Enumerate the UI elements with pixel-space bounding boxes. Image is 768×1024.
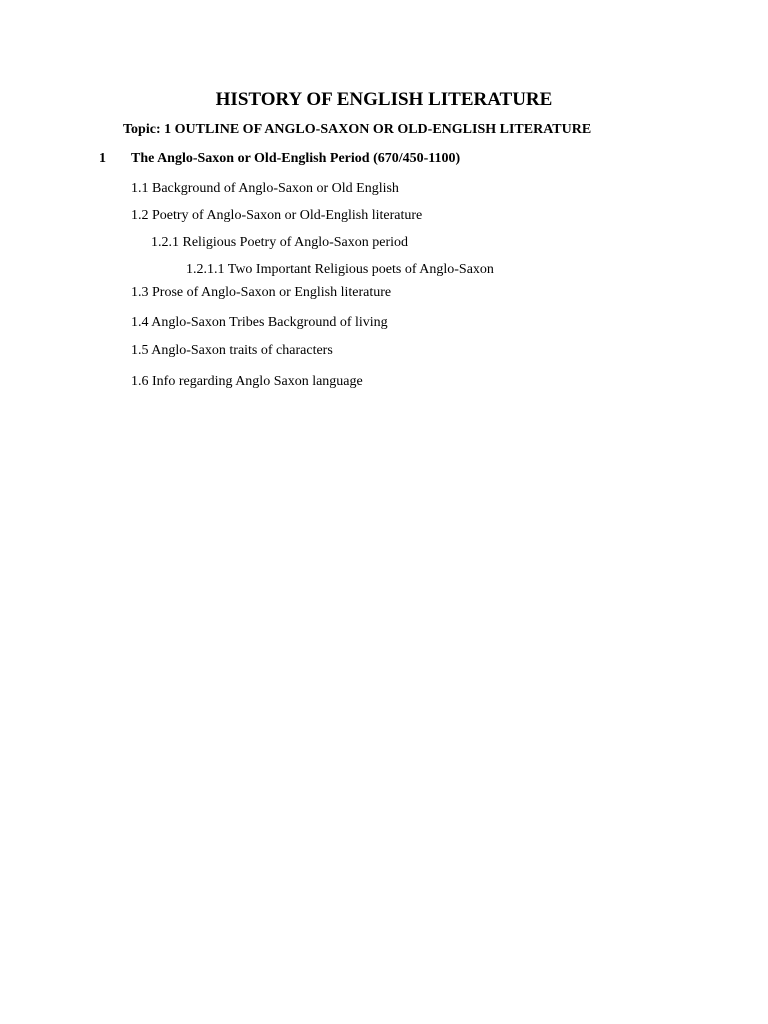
toc-item-1-2-1: 1.2.1 Religious Poetry of Anglo-Saxon period: [151, 235, 409, 250]
topic-heading: Topic: 1 OUTLINE OF ANGLO-SAXON OR OLD-ENGLISH LITERATURE: [123, 122, 592, 137]
toc-item-1-2-1-1: 1.2.1.1 Two Important Religious poets of Anglo-Saxon: [186, 262, 494, 277]
toc-item-1-4: 1.4 Anglo-Saxon Tribes Background of living: [131, 315, 388, 330]
toc-item-1-5: 1.5 Anglo-Saxon traits of characters: [131, 343, 333, 358]
section-title: The Anglo-Saxon or Old-English Period (670/450-1100): [131, 151, 461, 166]
section-number: 1: [99, 151, 106, 166]
toc-item-1-1: 1.1 Background of Anglo-Saxon or Old English: [131, 181, 399, 196]
toc-item-1-6: 1.6 Info regarding Anglo Saxon language: [131, 374, 363, 389]
document-title: HISTORY OF ENGLISH LITERATURE: [215, 89, 553, 110]
toc-item-1-3: 1.3 Prose of Anglo-Saxon or English literature: [131, 285, 392, 300]
toc-item-1-2: 1.2 Poetry of Anglo-Saxon or Old-English literature: [131, 208, 423, 223]
